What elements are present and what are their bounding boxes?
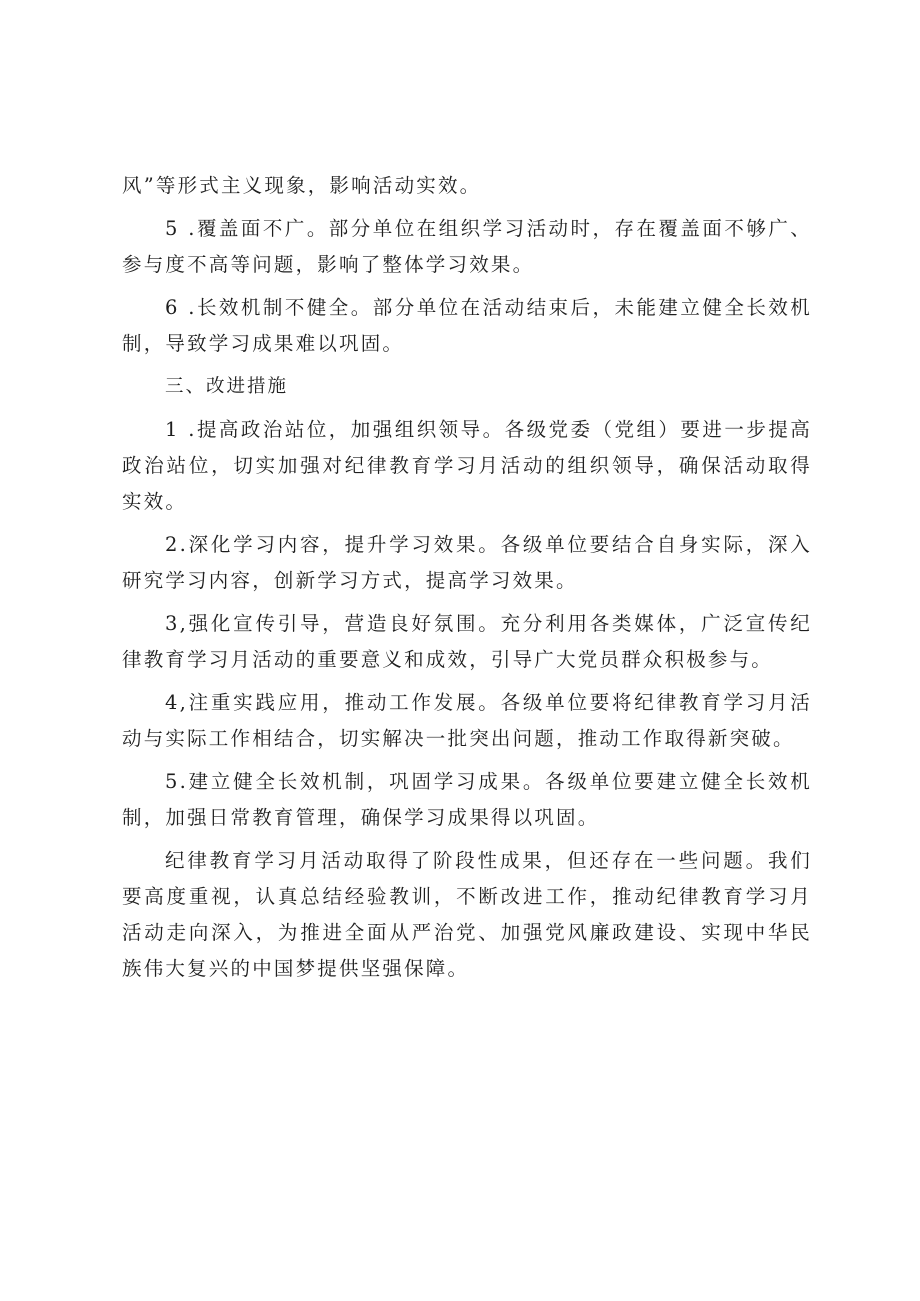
- paragraph-continuation: 风”等形式主义现象，影响活动实效。: [122, 174, 482, 197]
- paragraph-conclusion: 纪律教育学习月活动取得了阶段性成果，但还存在一些问题。我们要高度重视，认真总结经验教训，不断改进工作，推动纪律教育学习月活动走向深入，为推进全面从严治党、加强党风廉政建设、实现中华民族伟大复兴的中国梦提供坚强保障。: [122, 849, 812, 980]
- paragraph-measure-1: 1 .提高政治站位，加强组织领导。各级党委（党组）要进一步提高政治站位，切实加强对纪律教育学习月活动的组织领导，确保活动取得实效。: [122, 418, 812, 513]
- paragraph-measure-5: 5.建立健全长效机制，巩固学习成果。各级单位要建立健全长效机制，加强日常教育管理，确保学习成果得以巩固。: [122, 770, 812, 829]
- paragraph-measure-2: 2.深化学习内容，提升学习效果。各级单位要结合自身实际，深入研究学习内容，创新学习方式，提高学习效果。: [122, 533, 812, 592]
- document-body: [122, 168, 812, 994]
- paragraph-measure-4: 4,注重实践应用，推动工作发展。各级单位要将纪律教育学习月活动与实际工作相结合，切实解决一批突出问题，推动工作取得新突破。: [122, 691, 812, 750]
- section-heading-improvements: 三、改进措施: [165, 376, 289, 397]
- paragraph-issue-5: 5 .覆盖面不广。部分单位在组织学习活动时，存在覆盖面不够广、参与度不高等问题，影响了整体学习效果。: [122, 217, 812, 276]
- paragraph-issue-6: 6 .长效机制不健全。部分单位在活动结束后，未能建立健全长效机制，导致学习成果难以巩固。: [122, 296, 812, 355]
- paragraph-measure-3: 3,强化宣传引导，营造良好氛围。充分利用各类媒体，广泛宣传纪律教育学习月活动的重要意义和成效，引导广大党员群众积极参与。: [122, 612, 812, 671]
